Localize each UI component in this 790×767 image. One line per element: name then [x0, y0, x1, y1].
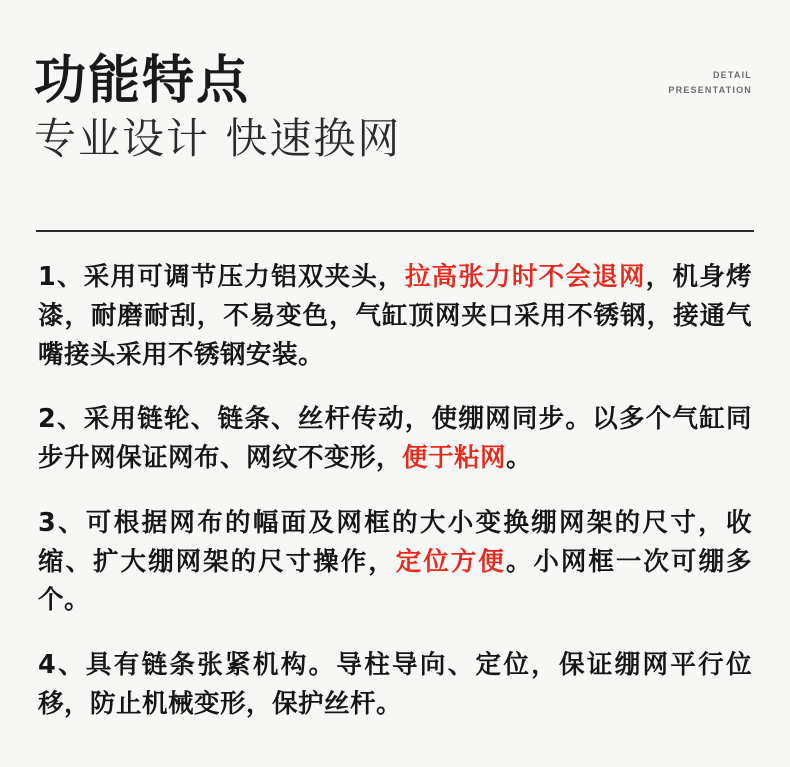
- body-text: 1、采用可调节压力铝双夹头，: [38, 262, 405, 292]
- feature-item: [38, 504, 752, 620]
- highlighted-text: 拉高张力时不会退网: [404, 262, 646, 292]
- highlighted-text: 定位方便: [395, 546, 506, 577]
- feature-item: [38, 646, 752, 724]
- body-text: 。小网框一次可绷多个。: [38, 546, 752, 616]
- feature-item: [38, 400, 752, 478]
- body-text: ，机身烤漆，耐磨耐刮，不易变色，气缸顶网夹口采用不锈钢，接通气嘴接头采用不锈钢安装。: [38, 262, 752, 370]
- page-header: [34, 52, 756, 212]
- corner-label-line2: PRESENTATION: [668, 85, 752, 96]
- page-subtitle: 专业设计 快速换网: [34, 114, 402, 164]
- highlighted-text: 便于粘网: [402, 443, 507, 473]
- body-text: 3、可根据网布的幅面及网框的大小变换绷网架的尺寸，收缩、扩大绷网架的尺寸操作，: [38, 507, 752, 577]
- header-divider: [36, 230, 754, 232]
- corner-label: [668, 68, 752, 99]
- feature-list: [34, 258, 756, 724]
- corner-label-line1: DETAIL: [712, 70, 752, 80]
- feature-item: [38, 258, 752, 374]
- page-title: 功能特点: [34, 51, 251, 111]
- body-text: 。: [506, 443, 533, 473]
- body-text: 2、采用链轮、链条、丝杆传动，使绷网同步。以多个气缸同步升网保证网布、网纹不变形，: [38, 404, 752, 473]
- body-text: 4、具有链条张紧机构。导柱导向、定位，保证绷网平行位移，防止机械变形，保护丝杆。: [38, 650, 752, 719]
